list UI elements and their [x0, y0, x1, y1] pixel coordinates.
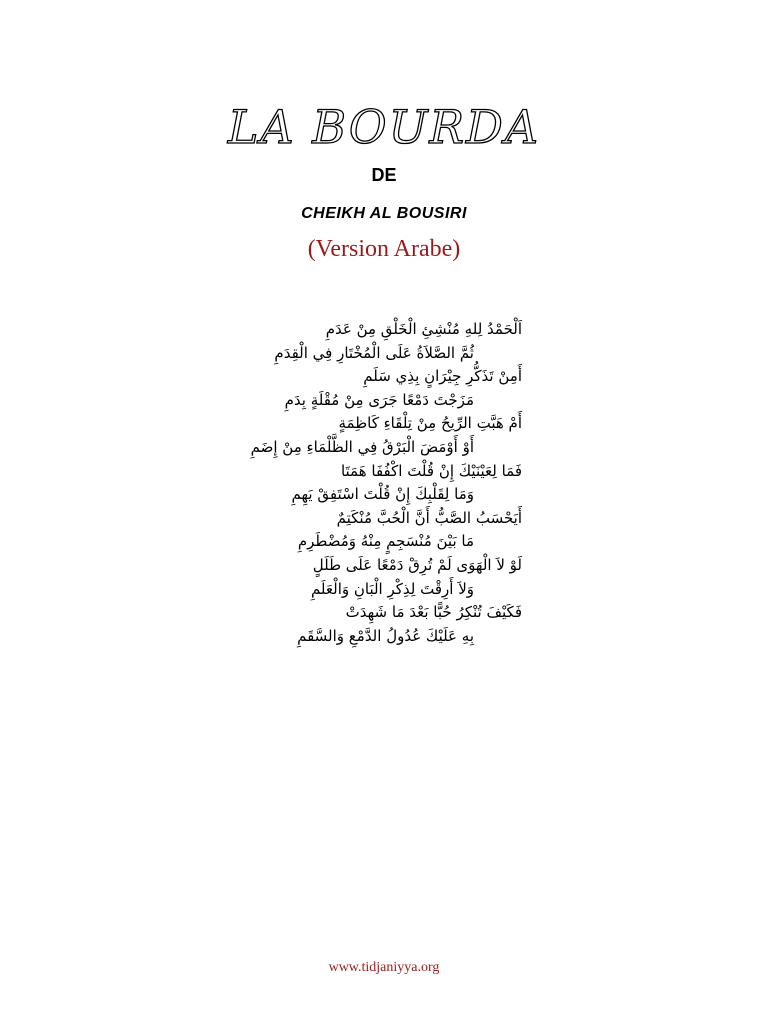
document-title: LA BOURDA — [227, 100, 541, 154]
poem-line: ثُمَّ الصَّلاَةُ عَلَى الْمُخْتَارِ فِي الْقِدَمِ — [274, 343, 474, 362]
poem-line: أَمِنْ تَذَكُّرِ جِيْرَانٍ بِذِي سَلَمِ — [363, 367, 522, 386]
version-label: (Version Arabe) — [307, 236, 461, 262]
poem-line: وَلاَ أَرِقْتَ لِذِكْرِ الْبَانِ وَالْعَلَمِ — [310, 579, 474, 598]
poem-line: اَلْحَمْدُ لِلهِ مُنْشِئِ الْخَلْقِ مِنْ عَدَمِ — [325, 320, 522, 338]
poem-line: لَوْ لاَ الْهَوَى لَمْ تُرِقْ دَمْعًا عَلَى طَلَلٍ — [312, 555, 522, 574]
poem-line: وَمَا لِقَلْبِكَ إِنْ قُلْتَ اسْتَفِقْ يَهِمِ — [291, 485, 474, 504]
poem-line: أَمْ هَبَّتِ الرِّيحُ مِنْ تِلْقَاءِ كَاظِمَةٍ — [338, 414, 522, 433]
poem-line: أَيَحْسَبُ الصَّبُّ أَنَّ الْحُبَّ مُنْكَتِمٌ — [336, 508, 522, 527]
poem-line: مَزَجْتَ دَمْعًا جَرَى مِنْ مُقْلَةٍ بِدَمِ — [284, 390, 474, 409]
author-name: CHEIKH AL BOUSIRI — [301, 205, 467, 222]
poem-line: أَوْ أَوْمَضَ الْبَرْقُ فِي الظَّلْمَاءِ مِنْ إِضَمِ — [250, 437, 474, 456]
poem-line: مَا بَيْنَ مُنْسَجِمٍ مِنْهُ وَمُضْطَرِمِ — [297, 532, 474, 551]
poem-line: فَمَا لِعَيْنَيْكَ إِنْ قُلْتَ اكْفُفَا هَمَتَا — [340, 461, 522, 480]
footer-url: www.tidjaniyya.org — [328, 960, 440, 975]
subtitle-de: DE — [371, 165, 397, 185]
poem-text — [232, 318, 532, 648]
poem-line: بِهِ عَلَيْكَ عُدُولُ الدَّمْعِ وَالسَّقَمِ — [297, 626, 474, 645]
poem-line: فَكَيْفَ تُنْكِرُ حُبًّا بَعْدَ مَا شَهِدَتْ — [345, 603, 522, 622]
